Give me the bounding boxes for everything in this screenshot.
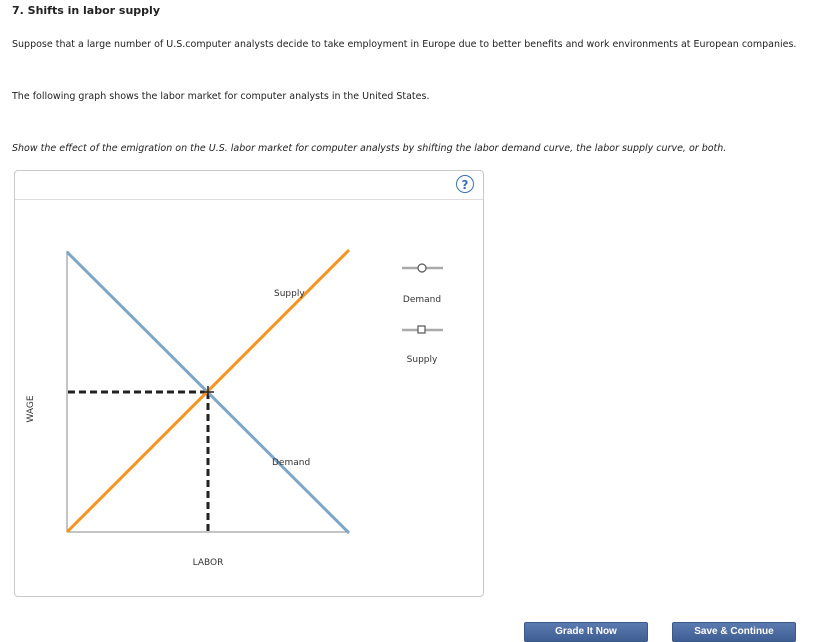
labor-market-graph — [15, 171, 483, 596]
help-icon[interactable]: ? — [456, 175, 474, 193]
palette-supply-label: Supply — [406, 355, 438, 365]
grade-it-now-button[interactable]: Grade It Now — [524, 622, 648, 642]
save-and-continue-button[interactable]: Save & Continue — [672, 622, 796, 642]
demand-curve-label: Demand — [272, 458, 311, 468]
palette-demand-label: Demand — [402, 295, 442, 305]
question-title: 7. Shifts in labor supply — [12, 4, 160, 17]
palette-demand-tool[interactable] — [402, 264, 443, 305]
question-paragraph-2: The following graph shows the labor market for computer analysts in the United States. — [12, 91, 430, 102]
graph-panel — [14, 170, 484, 597]
x-axis-label: LABOR — [192, 558, 224, 568]
question-paragraph-1: Suppose that a large number of U.S.computer analysts decide to take employment in Europe due to better benefits and work environments at European companies. — [12, 39, 797, 50]
circle-handle-icon — [418, 264, 426, 272]
y-axis-label: WAGE — [26, 395, 36, 423]
palette-supply-tool[interactable] — [402, 326, 443, 365]
square-handle-icon — [418, 326, 425, 333]
instruction-text: Show the effect of the emigration on the U.S. labor market for computer analysts by shifting the labor demand curve, the labor supply curve, or both. — [12, 143, 727, 154]
supply-curve-label: Supply — [274, 289, 305, 299]
